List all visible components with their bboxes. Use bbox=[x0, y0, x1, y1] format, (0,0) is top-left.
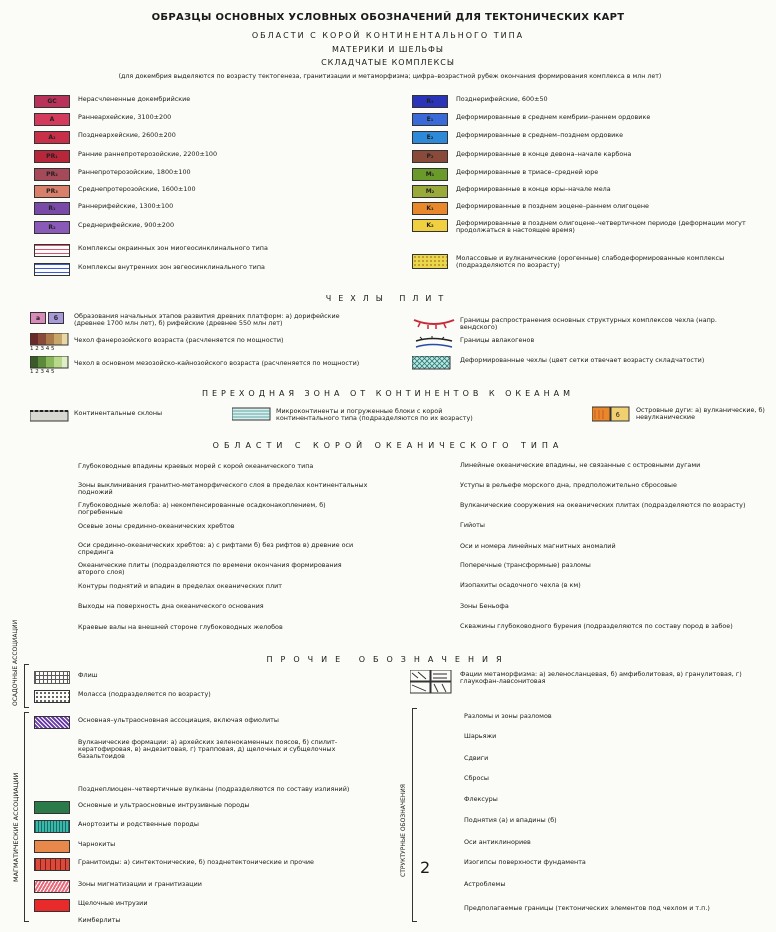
ocean-legend-symbol bbox=[34, 561, 70, 575]
legend-swatch bbox=[412, 202, 448, 215]
mesozoic-scale-numbers: 1 2 3 4 5 bbox=[30, 369, 55, 375]
magmatic-legend-row bbox=[34, 916, 394, 932]
structural-symbol bbox=[420, 816, 456, 830]
legend-label: Деформированные в среднем кембрии–раннем ордовике bbox=[456, 113, 651, 121]
ocean-legend-label: Уступы в рельефе морского дна, предположительно сбросовые bbox=[460, 481, 677, 489]
subsection-materiki: МАТЕРИКИ И ШЕЛЬФЫ bbox=[332, 45, 444, 54]
structural-symbol bbox=[420, 732, 456, 746]
ocean-legend-row bbox=[412, 561, 772, 577]
trans-item-slopes bbox=[30, 409, 230, 423]
cover-label-aulacogen: Границы авлакогенов bbox=[460, 336, 535, 344]
ocean-legend-symbol bbox=[412, 561, 448, 575]
magmatic-legend-swatch bbox=[34, 820, 70, 833]
legend-label: Деформированные в триасе–средней юре bbox=[456, 168, 599, 176]
structural-legend-row bbox=[420, 904, 770, 920]
structural-legend-label: Предполагаемые границы (тектонических элементов под чехлом и т.п.) bbox=[464, 904, 710, 912]
ocean-legend-label: Оси срединно-океанических хребтов: а) с рифтами б) без рифтов в) древние оси спрединга bbox=[78, 541, 354, 556]
structural-symbol bbox=[420, 904, 456, 918]
legend-code: GC bbox=[47, 98, 57, 105]
ocean-legend-label: Скважины глубоководного бурения (подразделяются по составу пород в забое) bbox=[460, 622, 733, 630]
legend-code: K₁ bbox=[426, 205, 434, 212]
structural-legend-label: Сдвиги bbox=[464, 754, 489, 762]
legend-label: Нерасчлененные докембрийские bbox=[78, 95, 191, 103]
cover-b-mark: б bbox=[53, 315, 59, 322]
structural-legend-label: Изогипсы поверхности фундамента bbox=[464, 858, 586, 866]
magmatic-legend-swatch bbox=[34, 671, 70, 684]
ocean-legend-symbol bbox=[34, 541, 70, 555]
legend-code: PR₁ bbox=[46, 153, 58, 160]
kimberlite-icon bbox=[34, 916, 70, 930]
legend-row bbox=[412, 254, 772, 268]
island-arc-swatch bbox=[592, 406, 632, 422]
legend-swatch bbox=[34, 263, 70, 276]
legend-swatch bbox=[34, 113, 70, 126]
bracket-magmatic bbox=[24, 712, 29, 922]
bracket-sedimentary bbox=[24, 664, 29, 708]
magmatic-legend-swatch bbox=[34, 840, 70, 853]
ocean-legend-label: Гийоты bbox=[460, 521, 485, 529]
ocean-legend-label: Выходы на поверхность дна океанического основания bbox=[78, 602, 264, 610]
section-other: ПРОЧИЕ ОБОЗНАЧЕНИЯ bbox=[266, 655, 510, 664]
legend-row bbox=[412, 168, 772, 182]
legend-swatch bbox=[34, 185, 70, 198]
magmatic-legend-swatch bbox=[34, 899, 70, 912]
ocean-legend-label: Оси и номера линейных магнитных аномалий bbox=[460, 542, 616, 550]
deformed-cover-swatch bbox=[412, 356, 452, 370]
magmatic-legend-row bbox=[34, 880, 394, 896]
structural-legend-label: Разломы и зоны разломов bbox=[464, 712, 552, 720]
section-transition: ПЕРЕХОДНАЯ ЗОНА ОТ КОНТИНЕНТОВ К ОКЕАНАМ bbox=[201, 389, 575, 398]
magmatic-legend-label: Основная–ультраосновная ассоциация, включая офиолиты bbox=[78, 716, 279, 724]
svg-text:б: б bbox=[616, 412, 620, 419]
ocean-legend-label: Линейные океанические впадины, не связанные с островными дугами bbox=[460, 461, 701, 469]
legend-label: Среднерифейские, 900±200 bbox=[78, 221, 175, 229]
magmatic-legend-swatch bbox=[34, 801, 70, 814]
structural-symbol bbox=[420, 774, 456, 788]
magmatic-legend-row bbox=[34, 716, 394, 732]
magmatic-legend-label: Анортозиты и родственные породы bbox=[78, 820, 199, 828]
trans-label-microcontinents: Микроконтиненты и погруженные блоки с корой континентального типа (подразделяются по их возрасту) bbox=[276, 407, 473, 422]
legend-swatch bbox=[34, 244, 70, 257]
microcontinent-swatch bbox=[232, 407, 272, 421]
structural-complex-boundary-icon bbox=[412, 316, 456, 330]
ocean-legend-symbol bbox=[34, 623, 70, 637]
magmatic-legend-row bbox=[34, 840, 394, 856]
legend-swatch bbox=[34, 95, 70, 108]
ocean-legend-row bbox=[34, 561, 364, 579]
magmatic-legend-row bbox=[34, 690, 394, 706]
legend-code: A bbox=[49, 116, 55, 123]
trans-item-arcs bbox=[592, 406, 776, 428]
cover-right-aulacogen bbox=[412, 336, 772, 350]
ocean-legend-symbol bbox=[34, 501, 70, 515]
legend-label: Деформированные в среднем–позднем ордовике bbox=[456, 131, 624, 139]
magmatic-legend-row bbox=[34, 820, 394, 836]
legend-code: E₁ bbox=[426, 116, 434, 123]
metamorphic-facies-swatch bbox=[410, 670, 454, 694]
structural-symbol bbox=[420, 712, 456, 726]
legend-label: Ранние раннепротерозойские, 2200±100 bbox=[78, 150, 218, 158]
legend-swatch bbox=[412, 219, 448, 232]
cover-a-mark: а bbox=[35, 315, 41, 322]
legend-row bbox=[34, 202, 394, 216]
legend-row bbox=[412, 219, 772, 233]
structural-symbol bbox=[420, 838, 456, 852]
ocean-legend-label: Глубоководные желоба: а) некомпенсированные осадконакоплением, б) погребенные bbox=[78, 501, 326, 516]
ocean-legend-label: Океанические плиты (подразделяются по времени окончания формирования второго слоя) bbox=[78, 561, 342, 576]
legend-row bbox=[412, 185, 772, 199]
legend-row bbox=[34, 221, 394, 235]
legend-row bbox=[412, 95, 772, 109]
legend-code: R₁ bbox=[48, 205, 56, 212]
ocean-legend-row bbox=[412, 501, 772, 517]
legend-row bbox=[412, 150, 772, 164]
legend-label: Деформированные в конце юры–начале мела bbox=[456, 185, 611, 193]
legend-row bbox=[34, 131, 394, 145]
aulacogen-boundary-icon bbox=[412, 336, 456, 350]
legend-swatch bbox=[412, 150, 448, 163]
ocean-legend-label: Поперечные (трансформные) разломы bbox=[460, 561, 591, 569]
structural-symbol bbox=[420, 880, 456, 894]
structural-legend-label: Поднятия (а) и впадины (б) bbox=[464, 816, 557, 824]
structural-legend-row bbox=[420, 816, 770, 832]
bracket-structural bbox=[412, 708, 417, 922]
volcano-icon bbox=[34, 785, 70, 799]
structural-symbol bbox=[420, 858, 456, 877]
legend-swatch bbox=[34, 221, 70, 234]
structural-symbol bbox=[420, 795, 456, 809]
cover-label-boundary: Границы распространения основных структурных комплексов чехла (напр. вендского) bbox=[460, 316, 717, 331]
ocean-legend-row bbox=[412, 542, 772, 558]
magmatic-legend-row bbox=[34, 858, 394, 874]
ocean-legend-row bbox=[34, 582, 364, 600]
vlabel-structural: СТРУКТУРНЫЕ ОБОЗНАЧЕНИЯ bbox=[400, 784, 407, 877]
legend-label: Комплексы внутренних зон эвгеосинклинального типа bbox=[78, 263, 265, 271]
cover-label-ancient: Образования начальных этапов развития древних платформ: а) дорифейские (древнее 1700 млн лет), б) рифейские (древнее 550 млн лет) bbox=[74, 312, 340, 327]
magmatic-legend-swatch bbox=[34, 858, 70, 871]
legend-swatch bbox=[34, 168, 70, 181]
magmatic-legend-row bbox=[34, 899, 394, 915]
page-title: ОБРАЗЦЫ ОСНОВНЫХ УСЛОВНЫХ ОБОЗНАЧЕНИЙ ДЛЯ ТЕКТОНИЧЕСКИХ КАРТ bbox=[151, 12, 625, 23]
ocean-legend-symbol bbox=[34, 602, 70, 616]
ocean-legend-label: Зоны Беньофа bbox=[460, 602, 509, 610]
ocean-legend-row bbox=[412, 521, 772, 537]
legend-label: Раннепротерозойские, 1800±100 bbox=[78, 168, 191, 176]
legend-row bbox=[34, 168, 394, 182]
legend-row bbox=[34, 113, 394, 127]
cover-item-mesozoic bbox=[30, 356, 390, 378]
legend-row bbox=[34, 244, 394, 258]
magmatic-legend-label: Чарнокиты bbox=[78, 840, 116, 848]
ocean-legend-row bbox=[34, 541, 364, 559]
legend-row bbox=[412, 131, 772, 145]
legend-label: Среднепротерозойские, 1600±100 bbox=[78, 185, 196, 193]
legend-label: Позднерифейские, 600±50 bbox=[456, 95, 548, 103]
legend-code: K₂ bbox=[426, 222, 434, 229]
ocean-legend-label: Краевые валы на внешней стороне глубоководных желобов bbox=[78, 623, 283, 631]
structural-legend-row bbox=[420, 754, 770, 770]
structural-legend-row bbox=[420, 858, 770, 877]
legend-row bbox=[34, 185, 394, 199]
structural-symbol bbox=[420, 754, 456, 768]
vlabel-magmatic: МАГМАТИЧЕСКИЕ АССОЦИАЦИИ bbox=[12, 772, 20, 882]
section-oceanic: ОБЛАСТИ С КОРОЙ ОКЕАНИЧЕСКОГО ТИПА bbox=[212, 441, 564, 450]
subsection-folded: СКЛАДЧАТЫЕ КОМПЛЕКСЫ bbox=[321, 58, 455, 67]
ocean-legend-symbol bbox=[34, 582, 70, 596]
ocean-legend-row bbox=[34, 522, 364, 540]
ocean-legend-row bbox=[34, 623, 364, 641]
legend-swatch bbox=[412, 168, 448, 181]
legend-code: PR₃ bbox=[46, 188, 58, 195]
legend-code: M₁ bbox=[425, 171, 435, 178]
trans-item-microcontinents bbox=[232, 407, 562, 427]
ocean-legend-row bbox=[412, 622, 772, 638]
structural-legend-label: Сбросы bbox=[464, 774, 489, 782]
structural-legend-label: Флексуры bbox=[464, 795, 498, 803]
ocean-legend-label: Вулканические сооружения на океанических плитах (подразделяются по возрасту) bbox=[460, 501, 746, 509]
ocean-legend-label: Глубоководные впадины краевых морей с корой океанического типа bbox=[78, 462, 314, 470]
ocean-legend-symbol bbox=[34, 462, 70, 476]
ocean-legend-row bbox=[34, 501, 364, 519]
ocean-legend-row bbox=[412, 581, 772, 597]
legend-code: E₂ bbox=[426, 134, 434, 141]
magmatic-legend-label: Зоны мигматизации и гранитизации bbox=[78, 880, 202, 888]
cover-swatch-b bbox=[48, 312, 64, 324]
legend-row bbox=[34, 95, 394, 109]
legend-swatch bbox=[412, 95, 448, 108]
legend-code: M₂ bbox=[425, 188, 435, 195]
ocean-legend-row bbox=[34, 481, 368, 499]
ocean-legend-label: Зоны выклинивания гранитно-метаморфического слоя в пределах континентальных подножий bbox=[78, 481, 368, 496]
legend-swatch bbox=[412, 131, 448, 144]
section-continental: ОБЛАСТИ С КОРОЙ КОНТИНЕНТАЛЬНОГО ТИПА bbox=[251, 31, 525, 40]
legend-swatch bbox=[412, 185, 448, 198]
legend-code: A₂ bbox=[48, 134, 56, 141]
legend-swatch bbox=[412, 113, 448, 126]
cover-right-deformed bbox=[412, 356, 772, 370]
structural-legend-row bbox=[420, 795, 770, 811]
cover-label-phanerozoic: Чехол фанерозойского возраста (расчленяется по мощности) bbox=[74, 336, 284, 344]
trans-label-slopes: Континентальные склоны bbox=[74, 409, 163, 417]
section-covers: ЧЕХЛЫ ПЛИТ bbox=[325, 294, 451, 303]
ocean-legend-row bbox=[34, 462, 364, 480]
ocean-legend-symbol bbox=[412, 501, 448, 515]
structural-legend-row bbox=[420, 880, 770, 896]
magmatic-legend-label: Позднеплиоцен–четвертичные вулканы (подразделяются по составу излияний) bbox=[78, 785, 350, 793]
legend-code: P₂ bbox=[426, 153, 434, 160]
cover-label-mesozoic: Чехол в основном мезозойско-кайнозойского возраста (расчленяется по мощности) bbox=[74, 359, 360, 367]
legend-label: Позднеархейские, 2600±200 bbox=[78, 131, 176, 139]
legend-label: Раннеархейские, 3100±200 bbox=[78, 113, 172, 121]
magmatic-legend-label: Щелочные интрузии bbox=[78, 899, 148, 907]
magmatic-legend-label: Гранитоиды: а) синтектонические, б) позднетектонические и прочие bbox=[78, 858, 314, 866]
ocean-legend-label: Изопахиты осадочного чехла (в км) bbox=[460, 581, 581, 589]
legend-row bbox=[34, 263, 394, 277]
legend-code: R₂ bbox=[48, 224, 56, 231]
cover-label-deformed: Деформированные чехлы (цвет сетки отвечает возрасту складчатости) bbox=[460, 356, 705, 364]
legend-code: PR₂ bbox=[46, 171, 58, 178]
volcanic-formations-swatch bbox=[34, 738, 70, 752]
magmatic-legend-label: Основные и ультраосновные интрузивные породы bbox=[78, 801, 250, 809]
magmatic-legend-row bbox=[34, 738, 394, 782]
legend-label: Деформированные в конце девона–начале карбона bbox=[456, 150, 632, 158]
structural-legend-label: Шарьяжи bbox=[464, 732, 497, 740]
ocean-legend-symbol bbox=[412, 521, 448, 535]
vlabel-sedimentary: ОСАДОЧНЫЕ АССОЦИАЦИИ bbox=[12, 619, 19, 706]
magmatic-legend-swatch bbox=[34, 690, 70, 703]
magmatic-legend-row bbox=[34, 671, 394, 687]
magmatic-legend-swatch bbox=[34, 716, 70, 729]
ocean-legend-symbol bbox=[412, 622, 448, 636]
svg-text:2: 2 bbox=[420, 858, 431, 877]
magmatic-legend-label: Моласса (подразделяется по возрасту) bbox=[78, 690, 211, 698]
ocean-legend-symbol bbox=[34, 522, 70, 536]
cover-item-phanerozoic bbox=[30, 333, 390, 355]
ocean-legend-symbol bbox=[412, 481, 448, 495]
legend-label: Раннерифейские, 1300±100 bbox=[78, 202, 174, 210]
cover-item-ancient bbox=[30, 312, 390, 332]
ocean-legend-row bbox=[412, 602, 772, 618]
legend-swatch bbox=[412, 254, 448, 269]
legend-label: Молассовые и вулканические (орогенные) слабодеформированные комплексы (подразделяются по возрасту) bbox=[456, 254, 725, 269]
continental-slope-swatch bbox=[30, 409, 70, 423]
legend-row bbox=[412, 113, 772, 127]
trans-label-arcs: Островные дуги: а) вулканические, б) невулканические bbox=[636, 406, 765, 421]
structural-legend-row bbox=[420, 712, 770, 728]
magmatic-legend-label: Кимберлиты bbox=[78, 916, 121, 924]
legend-swatch bbox=[34, 131, 70, 144]
ocean-legend-symbol bbox=[412, 461, 448, 475]
legend-row bbox=[412, 202, 772, 216]
ocean-legend-label: Осевые зоны срединно-океанических хребтов bbox=[78, 522, 235, 530]
magmatic-legend-swatch bbox=[34, 880, 70, 893]
ocean-legend-symbol bbox=[412, 542, 448, 556]
magmatic-legend-row bbox=[34, 801, 394, 817]
magmatic-legend-label: Вулканические формации: а) архейских зеленокаменных поясов, б) спилит-кератофировая, в) андезитовая, г) трапповая, д) щелочных и субщелочных базальтоидов bbox=[78, 738, 338, 760]
metamorphic-facies-item bbox=[410, 670, 770, 696]
structural-legend-row bbox=[420, 838, 770, 854]
magmatic-legend-row bbox=[34, 785, 394, 801]
precambrian-note: (для докембрия выделяются по возрасту тектогенеза, гранитизации и метаморфизма; цифра–возрастной рубеж окончания формирования комплекса в млн лет) bbox=[118, 73, 662, 80]
legend-swatch bbox=[34, 150, 70, 163]
phanerozoic-scale-numbers: 1 2 3 4 5 bbox=[30, 346, 55, 352]
legend-label: Деформированные в позднем эоцене–раннем олигоцене bbox=[456, 202, 649, 210]
legend-label: Комплексы окраинных зон миогеосинклинального типа bbox=[78, 244, 268, 252]
legend-row bbox=[34, 150, 394, 164]
ocean-legend-label: Контуры поднятий и впадин в пределах океанических плит bbox=[78, 582, 282, 590]
structural-legend-label: Астроблемы bbox=[464, 880, 506, 888]
magmatic-legend-label: Флиш bbox=[78, 671, 98, 679]
ocean-legend-row bbox=[412, 481, 772, 497]
metamorphic-facies-label: Фации метаморфизма: а) зеленосланцевая, б) амфиболитовая, в) гранулитовая, г) глаукофан-лавсонитовая bbox=[460, 670, 742, 685]
structural-legend-label: Оси антиклинориев bbox=[464, 838, 531, 846]
ocean-legend-symbol bbox=[412, 602, 448, 616]
cover-right-boundary bbox=[412, 316, 772, 334]
legend-swatch bbox=[34, 202, 70, 215]
legend-code: R₃ bbox=[426, 98, 434, 105]
ocean-legend-symbol bbox=[34, 481, 70, 495]
structural-legend-row bbox=[420, 774, 770, 790]
structural-legend-row bbox=[420, 732, 770, 748]
cover-swatch-a bbox=[30, 312, 46, 324]
ocean-legend-row bbox=[34, 602, 364, 620]
ocean-legend-row bbox=[412, 461, 772, 477]
ocean-legend-symbol bbox=[412, 581, 448, 595]
legend-label: Деформированные в позднем олигоцене–четвертичном периоде (деформации могут продолжаться в настоящее время) bbox=[456, 219, 746, 234]
